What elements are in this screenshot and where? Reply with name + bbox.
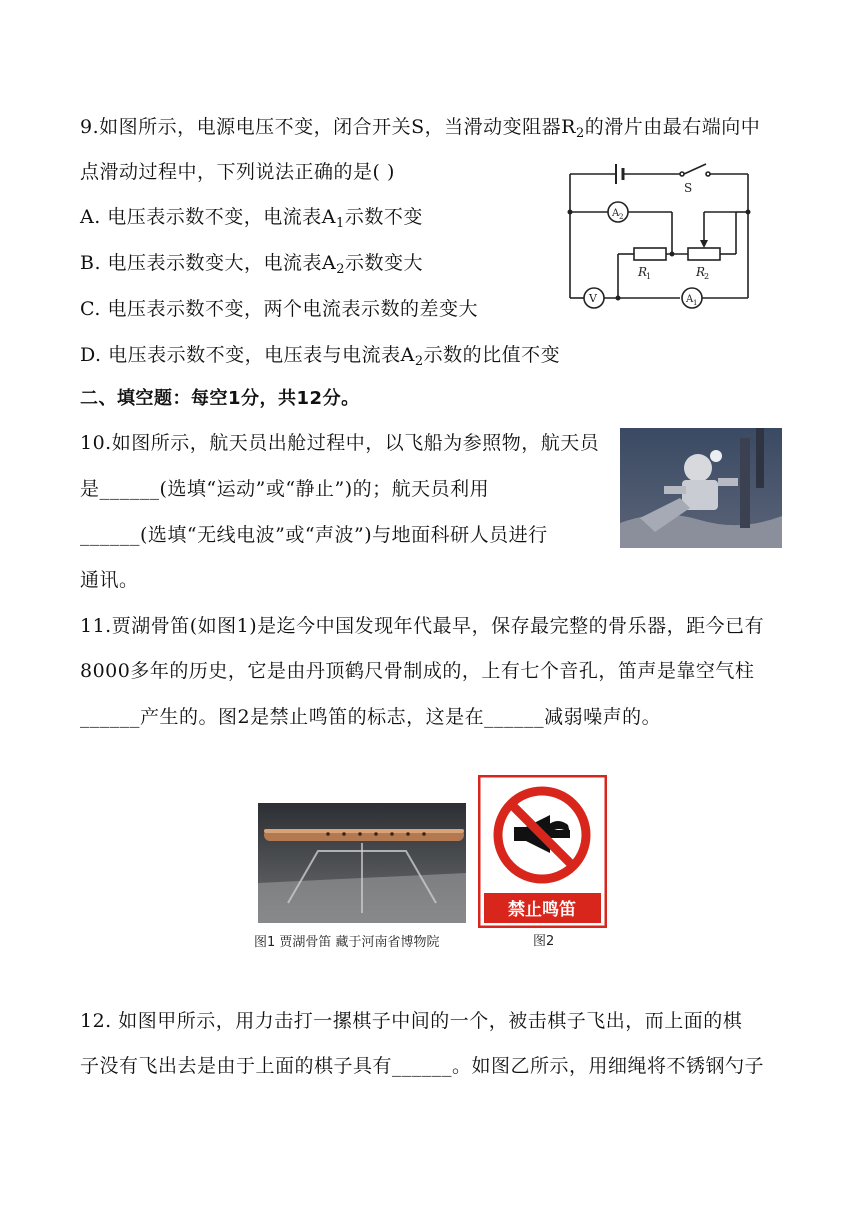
q9-option-c: C. 电压表示数不变，两个电流表示数的差变大 [80, 298, 478, 320]
circuit-diagram [560, 160, 760, 310]
astronaut-photo [620, 428, 782, 548]
voltmeter-label: V [589, 292, 597, 305]
r2-label: R [696, 265, 706, 279]
q10-line1: 10.如图所示，航天员出舱过程中，以飞船为参照物，航天员 [80, 432, 600, 454]
q12-line1: 12. 如图甲所示，用力击打一摞棋子中间的一个，被击棋子飞出，而上面的棋 [80, 1010, 743, 1032]
switch-label: S [684, 181, 693, 195]
q10-line3: ______(选填“无线电波”或“声波”)与地面科研人员进行 [80, 524, 548, 546]
q10-line2: 是______(选填“运动”或“静止”)的；航天员利用 [80, 478, 490, 500]
q12-line2: 子没有飞出去是由于上面的棋子具有______。如图乙所示，用细绳将不锈钢勺子 [80, 1055, 765, 1077]
bone-flute-photo [258, 803, 466, 923]
fig2-caption: 图2 [533, 934, 555, 949]
q10-line4: 通讯。 [80, 569, 139, 591]
q11-line2: 8000多年的历史，它是由丹顶鹤尺骨制成的，上有七个音孔，笛声是靠空气柱 [80, 660, 755, 682]
ammeter2-sub: 2 [619, 213, 624, 221]
ammeter1-sub: 1 [693, 299, 698, 307]
r2-sub: 2 [704, 272, 710, 281]
ammeter1-label: A [686, 294, 694, 305]
q11-line1: 11.贾湖骨笛(如图1)是迄今中国发现年代最早，保存最完整的骨乐器，距今已有 [80, 615, 765, 637]
q9-line2: 点滑动过程中，下列说法正确的是( ) [80, 161, 395, 183]
q9-line1: 9.如图所示，电源电压不变，闭合开关S，当滑动变阻器$R_2$的滑片由最右端向中 [80, 116, 761, 141]
q9-option-a: A. 电压表示数不变，电流表$A_1$示数不变 [80, 206, 423, 231]
q9-option-d: D. 电压表示数不变，电压表与电流表$A_2$示数的比值不变 [80, 344, 561, 369]
section-heading: 二、填空题：每空1分，共12分。 [80, 388, 360, 409]
q11-line3: ______产生的。图2是禁止鸣笛的标志，这是在______减弱噪声的。 [80, 706, 662, 728]
ammeter2-label: A [612, 208, 620, 219]
no-horn-sign [478, 775, 607, 928]
fig1-caption: 图1 贾湖骨笛 藏于河南省博物院 [254, 935, 440, 950]
sign-text: 禁止鸣笛 [508, 900, 576, 920]
r1-sub: 1 [646, 272, 652, 281]
q9-option-b: B. 电压表示数变大，电流表$A_2$示数变大 [80, 252, 424, 277]
r1-label: R [638, 265, 648, 279]
